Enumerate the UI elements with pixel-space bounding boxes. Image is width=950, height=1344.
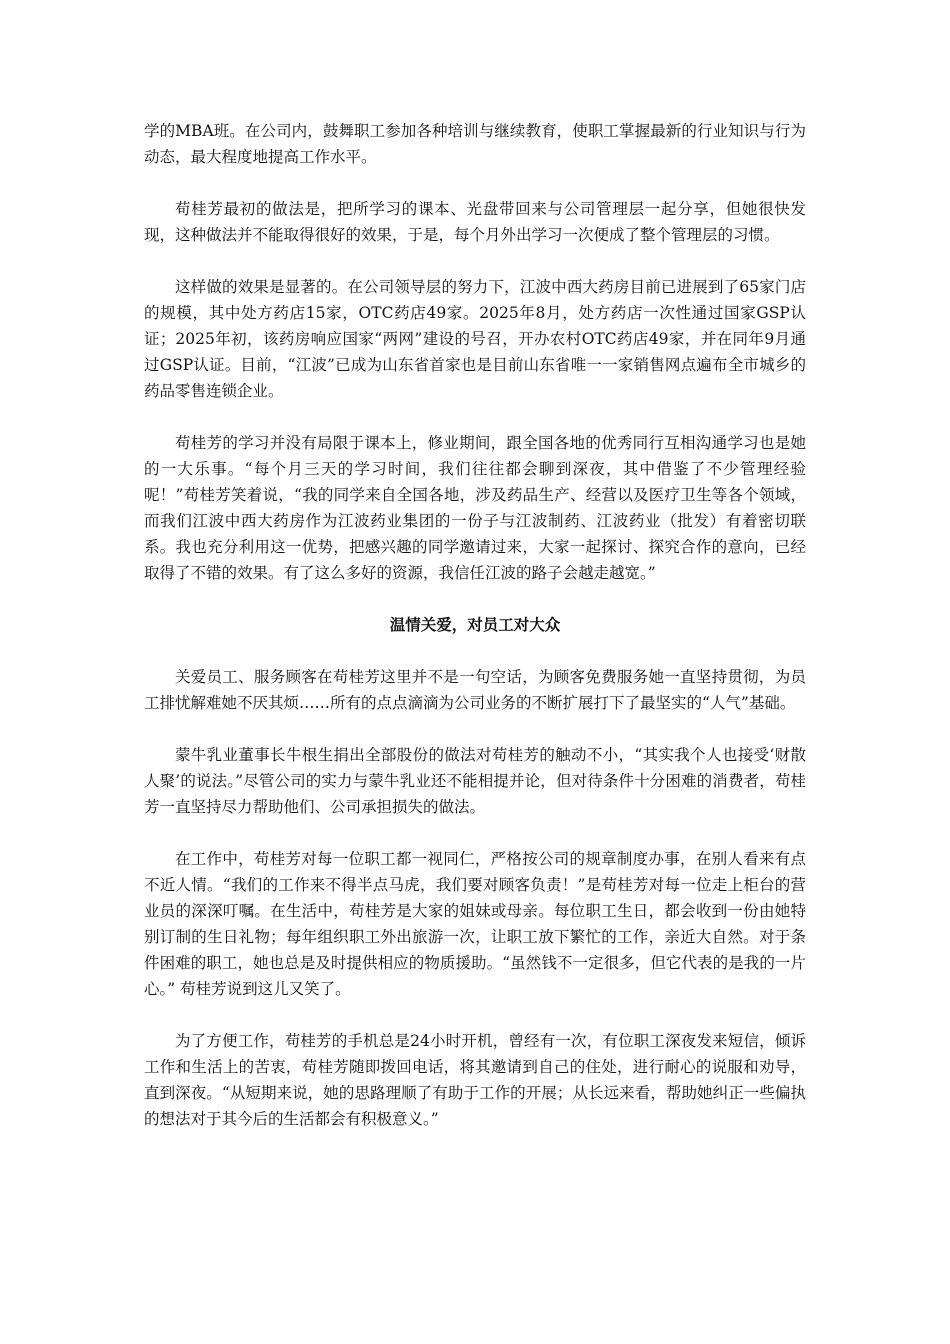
document-page bbox=[144, 118, 806, 1158]
paragraph-8: 为了方便工作，苟桂芳的手机总是24小时开机，曾经有一次，有位职工深夜发来短信，倾诉工作和生活上的苦衷，苟桂芳随即拨回电话，将其邀请到自己的住处，进行耐心的说服和劝导，直到深夜。“从短期来说，她的思路理顺了有助于工作的开展；从长远来看，帮助她纠正一些偏执的想法对于其今后的生活都会有积极意义。” bbox=[144, 1032, 806, 1128]
paragraph-1: 学的MBA班。在公司内，鼓舞职工参加各种培训与继续教育，使职工掌握最新的行业知识与行为动态，最大程度地提高工作水平。 bbox=[144, 122, 806, 166]
paragraph-6: 蒙牛乳业董事长牛根生捐出全部股份的做法对苟桂芳的触动不小，“其实我个人也接受‘财散人聚’的说法。”尽管公司的实力与蒙牛乳业还不能相提并论，但对待条件十分困难的消费者，苟桂芳一直坚持尽力帮助他们、公司承担损失的做法。 bbox=[144, 746, 806, 816]
paragraph-5: 关爱员工、服务顾客在苟桂芳这里并不是一句空话，为顾客免费服务她一直坚持贯彻，为员工排忧解难她不厌其烦……所有的点点滴滴为公司业务的不断扩展打下了最坚实的“人气”基础。 bbox=[144, 668, 806, 712]
paragraph-7: 在工作中，苟桂芳对每一位职工都一视同仁，严格按公司的规章制度办事，在别人看来有点不近人情。“我们的工作来不得半点马虎，我们要对顾客负责！”是苟桂芳对每一位走上柜台的营业员的深深叮嘱。在生活中，苟桂芳是大家的姐妹或母亲。每位职工生日，都会收到一份由她特别订制的生日礼物；每年组织职工外出旅游一次，让职工放下繁忙的工作，亲近大自然。对于条件困难的职工，她也总是及时提供相应的物质援助。“虽然钱不一定很多，但它代表的是我的一片心。” 苟桂芳说到这儿又笑了。 bbox=[144, 850, 806, 998]
paragraph-4: 苟桂芳的学习并没有局限于课本上，修业期间，跟全国各地的优秀同行互相沟通学习也是她的一大乐事。“每个月三天的学习时间，我们往往都会聊到深夜，其中借鉴了不少管理经验呢！”苟桂芳笑着说，“我的同学来自全国各地，涉及药品生产、经营以及医疗卫生等各个领域，而我们江波中西大药房作为江波药业集团的一份子与江波制药、江波药业（批发）有着密切联系。我也充分利用这一优势，把感兴趣的同学邀请过来，大家一起探讨、探究合作的意向，已经取得了不错的效果。有了这么多好的资源，我信任江波的路子会越走越宽。” bbox=[144, 434, 806, 582]
section-heading: 温情关爱，对员工对大众 bbox=[389, 616, 561, 634]
paragraph-2: 苟桂芳最初的做法是，把所学习的课本、光盘带回来与公司管理层一起分享，但她很快发现，这种做法并不能取得很好的效果，于是，每个月外出学习一次便成了整个管理层的习惯。 bbox=[144, 200, 806, 244]
paragraph-3: 这样做的效果是显著的。在公司领导层的努力下，江波中西大药房目前已进展到了65家门店的规模，其中处方药店15家，OTC药店49家。2025年8月，处方药店一次性通过国家GSP认证；2025年初，该药房响应国家“两网”建设的号召，开办农村OTC药店49家，并在同年9月通过GSP认证。目前，“江波”已成为山东省首家也是目前山东省唯一一家销售网点遍布全市城乡的药品零售连锁企业。 bbox=[144, 278, 806, 400]
